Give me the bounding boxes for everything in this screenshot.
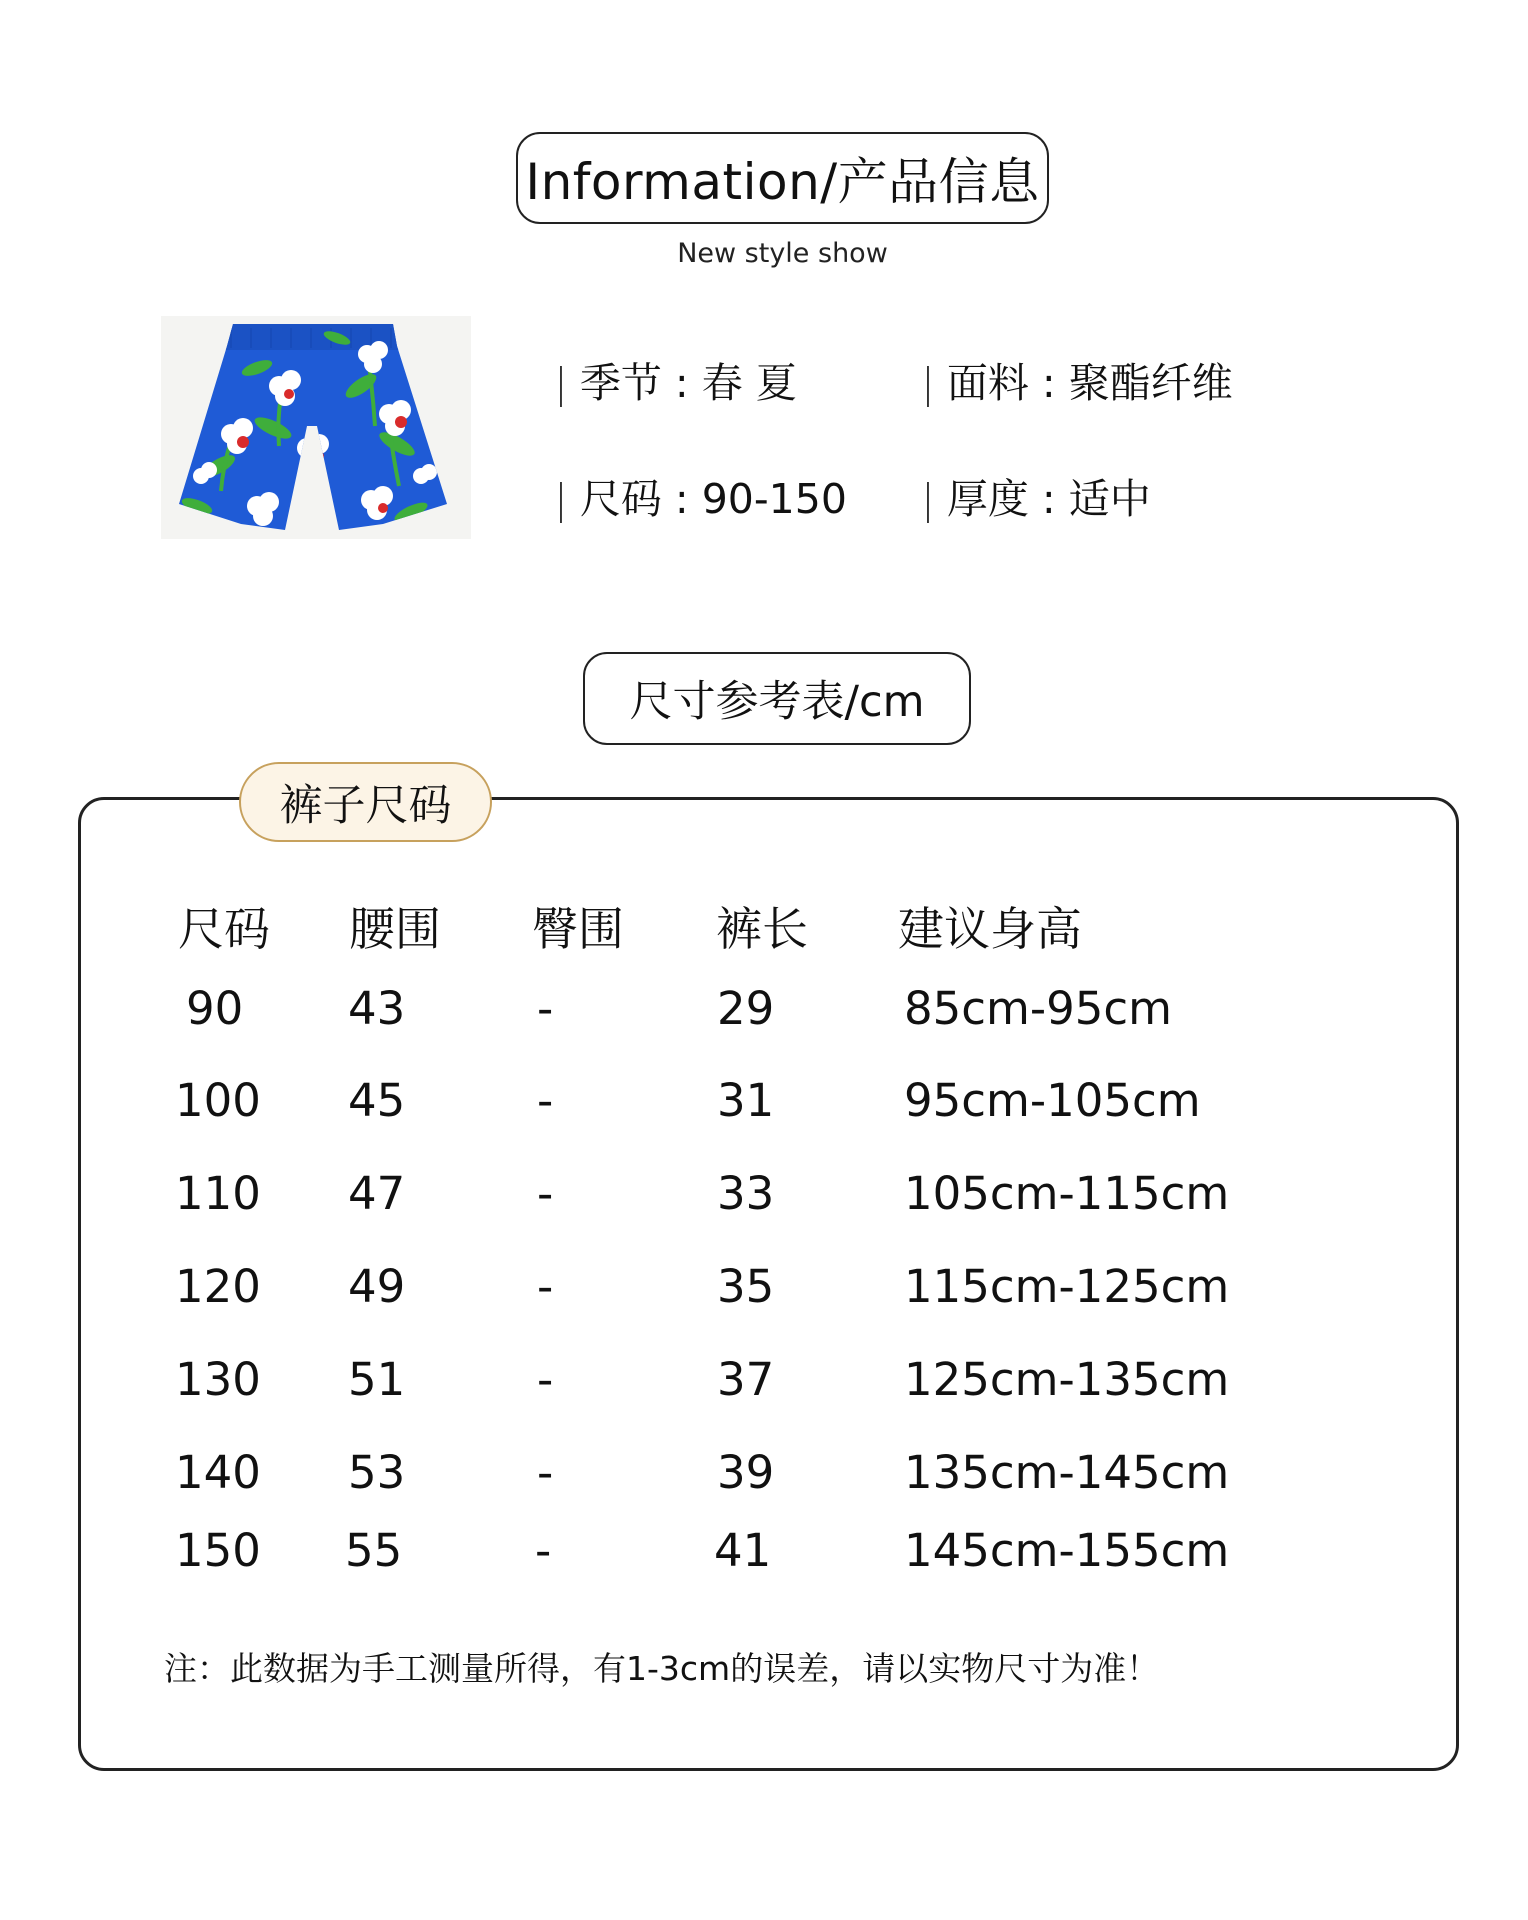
information-title-box bbox=[516, 132, 1049, 224]
cell-size: 100 bbox=[175, 1074, 261, 1127]
header-length: 裤长 bbox=[716, 902, 808, 956]
spec-thickness-label: 厚度 bbox=[946, 475, 1029, 523]
cell-length: 35 bbox=[717, 1260, 775, 1313]
spec-season: | 季节 : 春 夏 bbox=[554, 359, 797, 407]
spec-fabric: | 面料 : 聚酯纤维 bbox=[921, 359, 1233, 407]
cell-height: 115cm-125cm bbox=[904, 1260, 1230, 1313]
cell-hip: - bbox=[537, 1446, 554, 1499]
spec-fabric-label: 面料 bbox=[946, 359, 1029, 407]
product-image bbox=[161, 316, 471, 539]
cell-hip: - bbox=[537, 982, 554, 1035]
cell-length: 29 bbox=[717, 982, 775, 1035]
spec-season-value: 春 夏 bbox=[701, 359, 797, 407]
cell-waist: 47 bbox=[348, 1167, 406, 1220]
size-chart-title: 尺寸参考表/cm bbox=[629, 677, 925, 727]
header-waist: 腰围 bbox=[349, 902, 441, 956]
cell-height: 135cm-145cm bbox=[904, 1446, 1230, 1499]
cell-height: 85cm-95cm bbox=[904, 982, 1172, 1035]
spec-size: | 尺码 : 90-150 bbox=[554, 475, 847, 523]
cell-waist: 45 bbox=[348, 1074, 406, 1127]
cell-size: 110 bbox=[175, 1167, 261, 1220]
cell-length: 39 bbox=[717, 1446, 775, 1499]
header-hip: 臀围 bbox=[532, 902, 624, 956]
cell-size: 130 bbox=[175, 1353, 261, 1406]
spec-thickness: | 厚度 : 适中 bbox=[921, 475, 1151, 523]
measurement-note: 注：此数据为手工测量所得，有1-3cm的误差，请以实物尺寸为准！ bbox=[164, 1649, 1160, 1688]
header-size: 尺码 bbox=[178, 902, 270, 956]
cell-waist: 49 bbox=[348, 1260, 406, 1313]
cell-waist: 51 bbox=[348, 1353, 406, 1406]
spec-size-label: 尺码 bbox=[579, 475, 662, 523]
cell-size: 150 bbox=[175, 1524, 261, 1577]
cell-size: 140 bbox=[175, 1446, 261, 1499]
cell-length: 33 bbox=[717, 1167, 775, 1220]
cell-length: 41 bbox=[714, 1524, 772, 1577]
cell-hip: - bbox=[537, 1260, 554, 1313]
header-height: 建议身高 bbox=[898, 902, 1082, 956]
cell-size: 120 bbox=[175, 1260, 261, 1313]
cell-height: 95cm-105cm bbox=[904, 1074, 1201, 1127]
cell-waist: 53 bbox=[348, 1446, 406, 1499]
cell-hip: - bbox=[535, 1524, 552, 1577]
cell-hip: - bbox=[537, 1167, 554, 1220]
spec-season-label: 季节 bbox=[579, 359, 662, 407]
cell-height: 105cm-115cm bbox=[904, 1167, 1230, 1220]
size-chart-title-box bbox=[583, 652, 971, 745]
cell-waist: 55 bbox=[345, 1524, 403, 1577]
information-title: Information/产品信息 bbox=[525, 153, 1040, 211]
cell-height: 145cm-155cm bbox=[904, 1524, 1230, 1577]
cell-hip: - bbox=[537, 1353, 554, 1406]
spec-size-value: 90-150 bbox=[701, 475, 847, 523]
cell-height: 125cm-135cm bbox=[904, 1353, 1230, 1406]
cell-waist: 43 bbox=[348, 982, 406, 1035]
subtitle: New style show bbox=[677, 238, 888, 269]
cell-length: 37 bbox=[717, 1353, 775, 1406]
spec-fabric-value: 聚酯纤维 bbox=[1068, 359, 1233, 407]
cell-hip: - bbox=[537, 1074, 554, 1127]
pants-size-tag-label: 裤子尺码 bbox=[279, 780, 452, 831]
cell-length: 31 bbox=[717, 1074, 775, 1127]
spec-thickness-value: 适中 bbox=[1068, 475, 1151, 523]
cell-size: 90 bbox=[186, 982, 244, 1035]
pants-size-tag bbox=[239, 762, 492, 842]
